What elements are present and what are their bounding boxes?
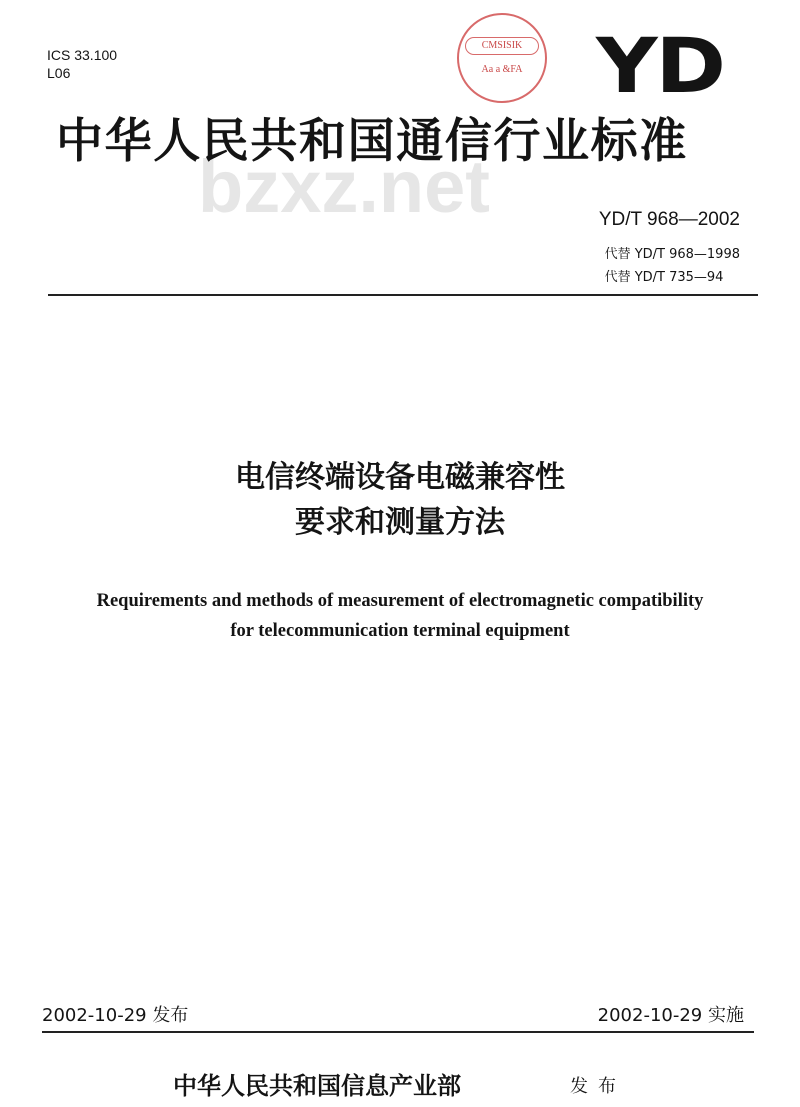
document-title-chinese [0, 455, 800, 545]
title-en-line: for telecommunication terminal equipment [230, 621, 570, 641]
header-divider [48, 294, 758, 296]
classification-codes [47, 46, 117, 82]
title-cn-line: 电信终端设备电磁兼容性 [235, 460, 565, 495]
implementation-date: 2002-10-29 实施 [597, 1005, 744, 1026]
document-title-english [0, 586, 800, 646]
yd-logo: YD [596, 21, 724, 110]
category-code: L06 [47, 65, 71, 81]
issuing-authority: 中华人民共和国信息产业部 [173, 1071, 461, 1100]
replaces-list [605, 243, 740, 289]
replaces-item: 代替 YD/T 735—94 [604, 270, 724, 285]
title-cn-line: 要求和测量方法 [295, 505, 505, 540]
title-en-line: Requirements and methods of measurement of electromagnetic compatibility [96, 591, 704, 611]
issue-date: 2002-10-29 发布 [42, 1005, 189, 1026]
replaces-item: 代替 YD/T 968—1998 [604, 247, 740, 262]
ics-code: ICS 33.100 [47, 47, 118, 63]
issue-verb: 发布 [570, 1076, 626, 1097]
watermark: bzxz.net [198, 145, 490, 228]
stamp-text-lower: Aa a &FA [481, 64, 523, 75]
standard-number: YD/T 968—2002 [598, 209, 740, 230]
standard-series-title: 中华人民共和国通信行业标准 [56, 114, 688, 169]
footer-divider [42, 1031, 754, 1033]
red-seal-stamp [457, 13, 547, 103]
stamp-text-upper: CMSISIK [465, 37, 539, 55]
